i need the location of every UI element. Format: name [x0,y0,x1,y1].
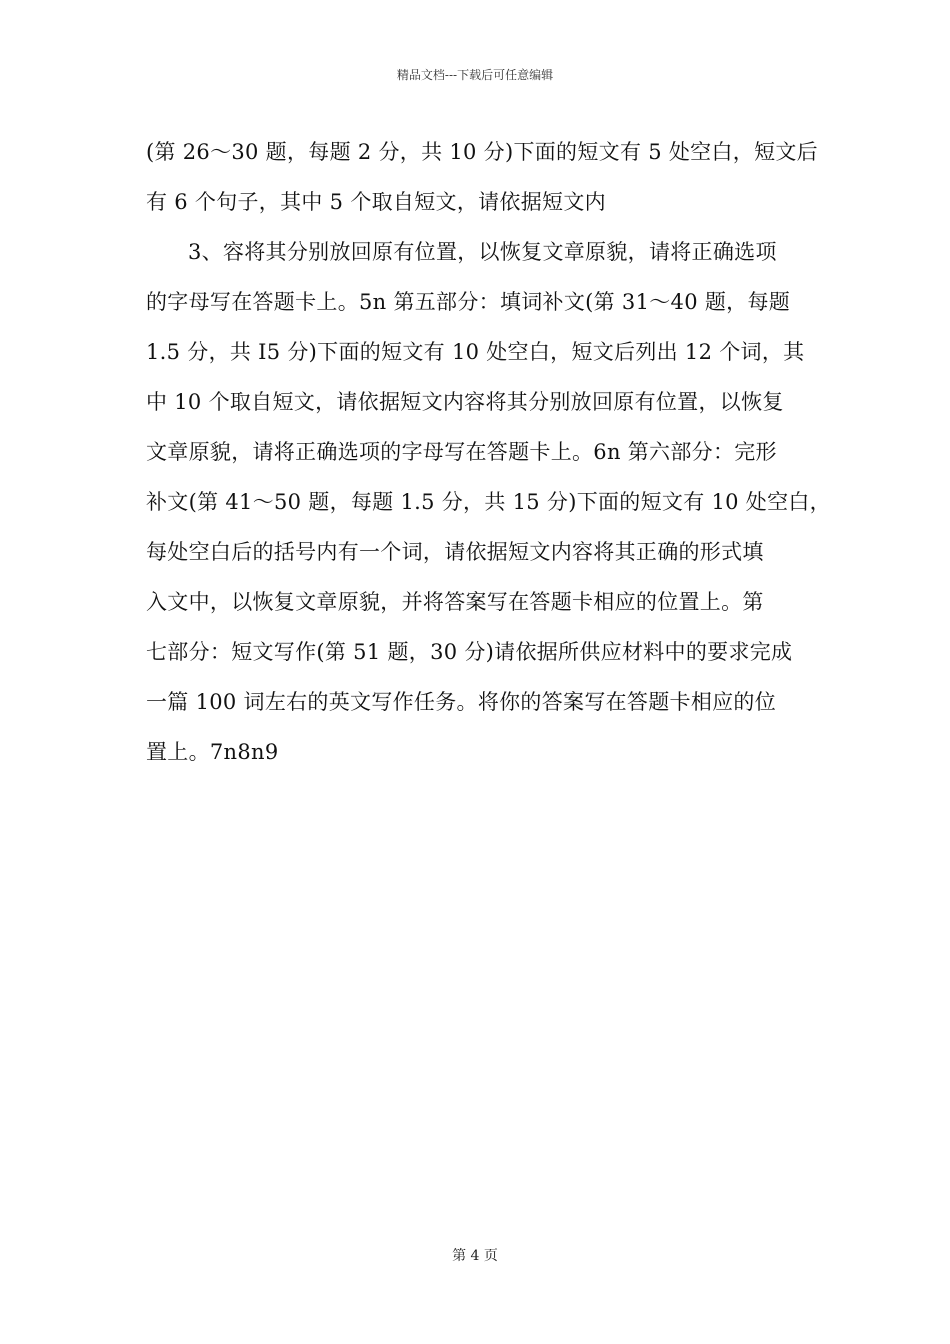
text-line: (第 26～30 题，每题 2 分，共 10 分)下面的短文有 5 处空白，短文后 [146,140,818,164]
text-line: 的字母写在答题卡上。5n 第五部分：填词补文(第 31～40 题，每题 [146,290,791,314]
text-line-indented: 3、容将其分别放回原有位置，以恢复文章原貌，请将正确选项 [188,240,777,264]
text-line: 1.5 分，共 I5 分)下面的短文有 10 处空白，短文后列出 12 个词，其 [146,340,805,364]
text-line: 文章原貌，请将正确选项的字母写在答题卡上。6n 第六部分：完形 [146,440,777,464]
document-body [146,130,831,780]
text-line: 中 10 个取自短文，请依据短文内容将其分别放回原有位置，以恢复 [146,390,784,414]
text-line: 置上。7n8n9 [146,740,279,764]
text-line: 一篇 100 词左右的英文写作任务。将你的答案写在答题卡相应的位 [146,690,777,714]
text-line: 七部分：短文写作(第 51 题，30 分)请依据所供应材料中的要求完成 [146,640,793,664]
page-number: 第 4 页 [452,1248,498,1264]
page-header: 精品文档---下载后可任意编辑 [396,68,554,82]
text-line: 每处空白后的括号内有一个词，请依据短文内容将其正确的形式填 [146,540,764,564]
text-line: 有 6 个句子，其中 5 个取自短文，请依据短文内 [146,190,606,214]
text-line: 补文(第 41～50 题，每题 1.5 分，共 15 分)下面的短文有 10 处空白， [146,490,831,514]
text-line: 入文中，以恢复文章原貌，并将答案写在答题卡相应的位置上。第 [146,590,764,614]
